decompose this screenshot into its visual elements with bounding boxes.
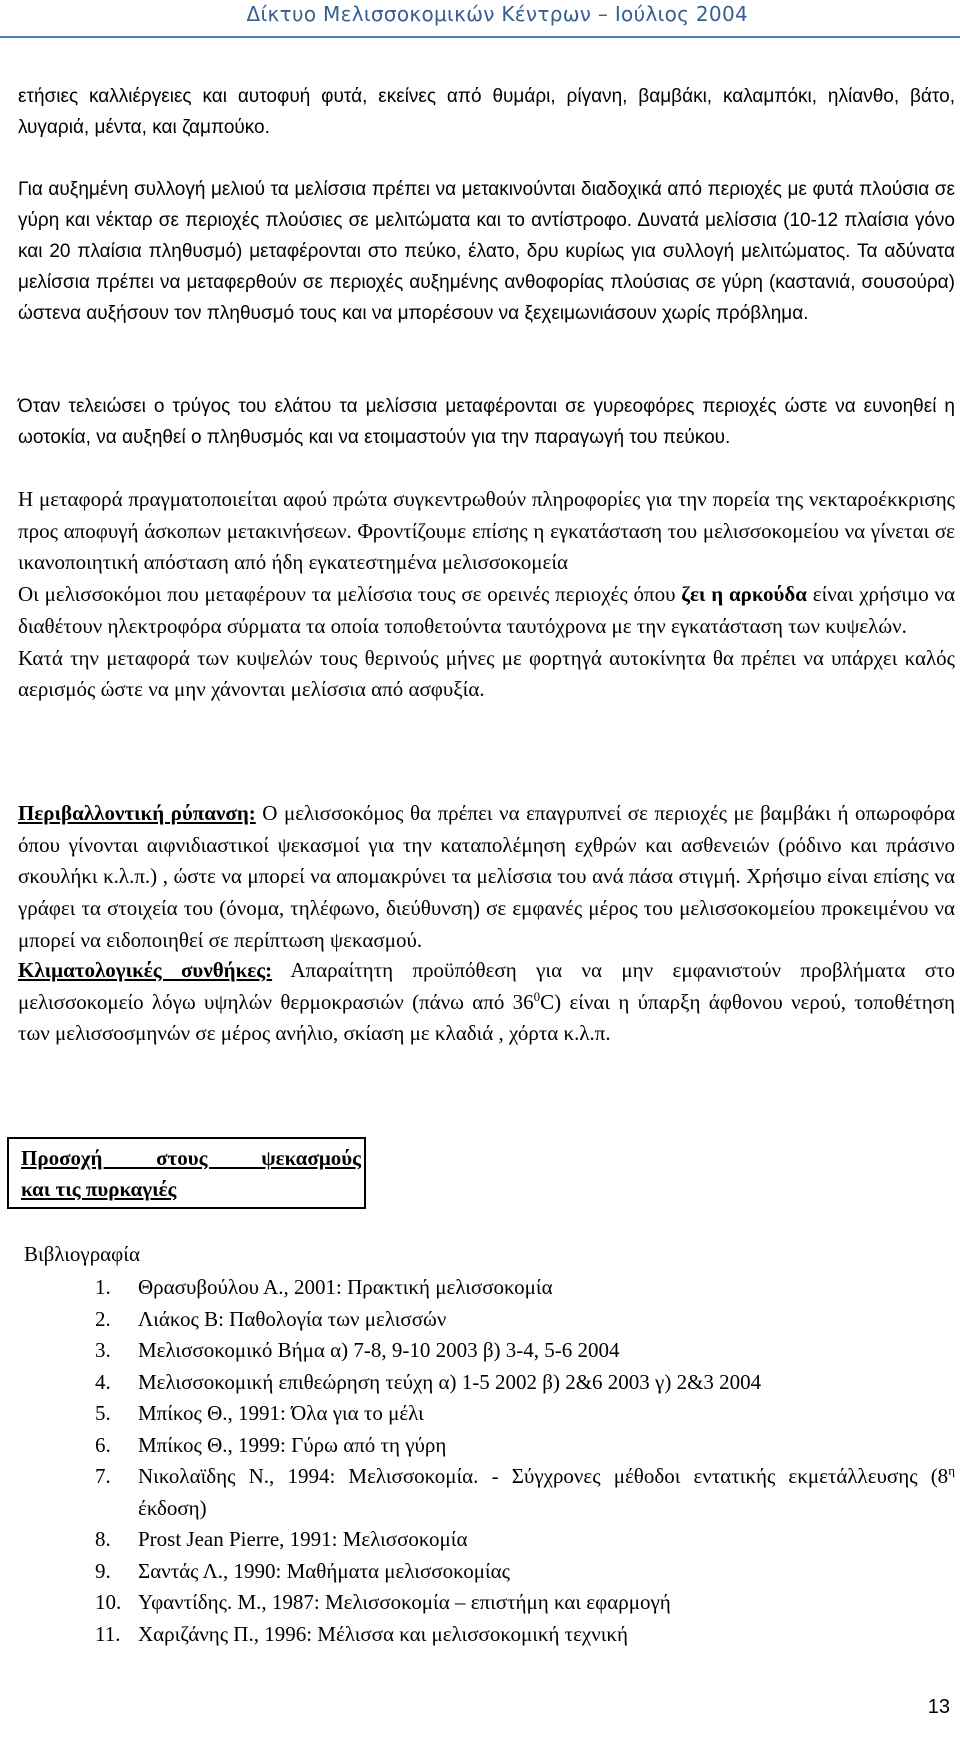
warning-box [7,1137,366,1209]
warning-line-1: Προσοχή στους ψεκασμούς [21,1146,361,1170]
bibliography-number: 10. [95,1590,122,1614]
bibliography-text: Χαριζάνης Π., 1996: Μέλισσα και μελισσοκομική τεχνική [138,1621,628,1646]
warning-text [21,1143,361,1205]
bibliography-text: Prost Jean Pierre, 1991: Μελισσοκομία [138,1527,468,1551]
transport-section [18,484,955,706]
bibliography-text-after: έκδοση) [138,1495,207,1520]
paragraph-crops: ετήσιες καλλιέργειες και αυτοφυή φυτά, εκείνες από θυμάρι, ρίγανη, βαμβάκι, καλαμπόκι, ηλίανθο, βάτο, λυγαριά, μέντα, και ζαμπούκο. [18,86,955,138]
bibliography-text: Λιάκος Β: Παθολογία των μελισσών [138,1306,447,1331]
paragraph-fir-harvest: Όταν τελειώσει ο τρύγος του ελάτου τα μελίσσια μεταφέρονται σε γυρεοφόρες περιοχές ώστε να ευνοηθεί η ωοτοκία, να αυξηθεί ο πληθυσμός και να ετοιμαστούν για την παραγωγή του πεύκου. [18,396,955,448]
degree-superscript: 0 [533,988,541,1004]
bibliography-list [95,1272,955,1650]
bibliography-text: Μπίκος Θ., 1991: Όλα για το μέλι [138,1401,424,1425]
pollution-label: Περιβαλλοντική ρύπανση: [18,801,256,825]
bibliography-heading: Βιβλιογραφία [24,1242,140,1266]
bibliography-item [95,1556,955,1588]
bibliography-item [95,1367,955,1399]
bibliography-text: Σαντάς Λ., 1990: Μαθήματα μελισσοκομίας [138,1558,510,1583]
header-rule [0,36,960,38]
bibliography-text: Μελισσοκομική επιθεώρηση τεύχη α) 1-5 2002 β) 2&6 2003 γ) 2&3 2004 [138,1369,762,1394]
bibliography-text: Θρασυβούλου Α., 2001: Πρακτική μελισσοκομία [138,1275,553,1299]
bibliography-item [95,1430,955,1462]
bibliography-number: 6. [95,1432,111,1457]
bibliography-item [95,1524,955,1556]
climate-text-before: Απαραίτητη προϋπόθεση για να μην εμφανιστούν προβλήματα στο μελισσοκομείο λόγω υψηλών θερμοκρασιών (πάνω από 36 [18,958,956,1014]
bibliography-item [95,1272,955,1304]
paragraph-ventilation: Κατά την μεταφορά των κυψελών τους θερινούς μήνες με φορτηγά αυτοκίνητα θα πρέπει να υπάρχει καλός αερισμός ώστε να μην χάνονται μελίσσια από ασφυξία. [18,645,955,702]
edition-superscript: η [948,1463,955,1478]
bibliography-number: 11. [95,1621,121,1646]
bibliography-number: 9. [95,1558,111,1583]
bibliography-item [95,1304,955,1336]
pollution-text: Ο μελισσοκόμος θα πρέπει να επαγρυπνεί σε περιοχές με βαμβάκι ή οπωροφόρα όπου γίνονται αιφνιδιαστικοί ψεκασμοί για την καταπολέμηση εχθρών και ασθενειών (ρόδινο και πράσινο σκουλήκι κ.λ.π.) , ώστε να μπορεί να απομακρύνει τα μελίσσια του ανά πάσα στιγμή. Χρήσιμο είναι επίσης να γράφει τα στοιχεία του (όνομα, τηλέφωνο, διεύθυνση) σε εμφανές μέρος του μελισσοκομείου προκειμένου να μπορεί να ειδοποιηθεί σε περίπτωση ψεκασμού. [18,801,956,952]
bibliography-number: 8. [95,1527,111,1551]
paragraph-bear-areas [18,579,955,642]
paragraph-transport-info: Η μεταφορά πραγματοποιείται αφού πρώτα συγκεντρωθούν πληροφορίες για την πορεία της νεκταροέκκρισης προς αποφυγή άσκοπων μετακινήσεων. Φροντίζουμε επίσης η εγκατάσταση του μελισσοκομείου να γίνεται σε ικανοποιητική απόσταση από ήδη εγκατεστημένα μελισσοκομεία [18,487,955,575]
bibliography-item [95,1461,955,1524]
bear-text-after: είναι χρήσιμο να διαθέτουν ηλεκτροφόρα σύρματα τα οποία τοποθετούντα ταυτόχρονα με την εγκατάσταση των κυψελών. [18,582,956,638]
warning-line-2: και τις πυρκαγιές [21,1177,177,1201]
bear-text-before: Οι μελισσοκόμοι που μεταφέρουν τα μελίσσια τους σε ορεινές περιοχές όπου [18,582,682,607]
bibliography-item [95,1619,955,1651]
pollution-section [18,798,955,957]
bibliography-text-before: Νικολαϊδης Ν., 1994: Μελισσοκομία. - Σύγχρονες μέθοδοι εντατικής εκμετάλλευσης (8 [138,1464,949,1488]
bear-bold-text: ζει η αρκούδα [681,582,807,607]
climate-section [18,955,955,1050]
bibliography-number: 7. [95,1464,111,1488]
page-header [0,0,960,38]
bibliography-text: Μπίκος Θ., 1999: Γύρω από τη γύρη [138,1432,447,1457]
bibliography-number: 3. [95,1338,111,1362]
page-number: 13 [927,1696,950,1718]
bibliography-item [95,1398,955,1430]
climate-label: Κλιματολογικές συνθήκες: [18,958,273,982]
paragraph-migration: Για αυξημένη συλλογή μελιού τα μελίσσια πρέπει να μετακινούνται διαδοχικά από περιοχές με φυτά πλούσια σε γύρη και νέκταρ σε περιοχές πλούσιες σε μελιτώματα και το αντίστροφο. Δυνατά μελίσσια (10-12 πλαίσια γόνο και 20 πλαίσια πληθυσμό) μεταφέρονται στο πεύκο, έλατο, δρυ κυρίως για συλλογή μελιτώματος. Τα αδύνατα μελίσσια πρέπει να μεταφερθούν σε περιοχές αυξημένης ανθοφορίας πλούσιας σε γύρη (καστανιά, σουσούρα) ώστενα αυξήσουν τον πληθυσμό τους και να μπορέσουν να ξεχειμωνιάσουν χωρίς πρόβλημα. [18,179,955,324]
bibliography-number: 4. [95,1369,111,1394]
bibliography-number: 5. [95,1401,111,1425]
bibliography-number: 1. [95,1275,111,1299]
bibliography-item [95,1335,955,1367]
header-title: Δίκτυο Μελισσοκομικών Κέντρων – Ιούλιος 2004 [246,2,748,26]
bibliography-text: Υφαντίδης. Μ., 1987: Μελισσοκομία – επιστήμη και εφαρμογή [138,1590,671,1614]
bibliography-item [95,1587,955,1619]
climate-text-after: C) είναι η ύπαρξη άφθονου νερού, τοποθέτηση των μελισσοσμηνών σε μέρος ανήλιο, σκίαση με κλαδιά , χόρτα κ.λ.π. [18,989,955,1046]
bibliography-number: 2. [95,1306,111,1331]
bibliography-text: Μελισσοκομικό Βήμα α) 7-8, 9-10 2003 β) 3-4, 5-6 2004 [138,1338,620,1362]
